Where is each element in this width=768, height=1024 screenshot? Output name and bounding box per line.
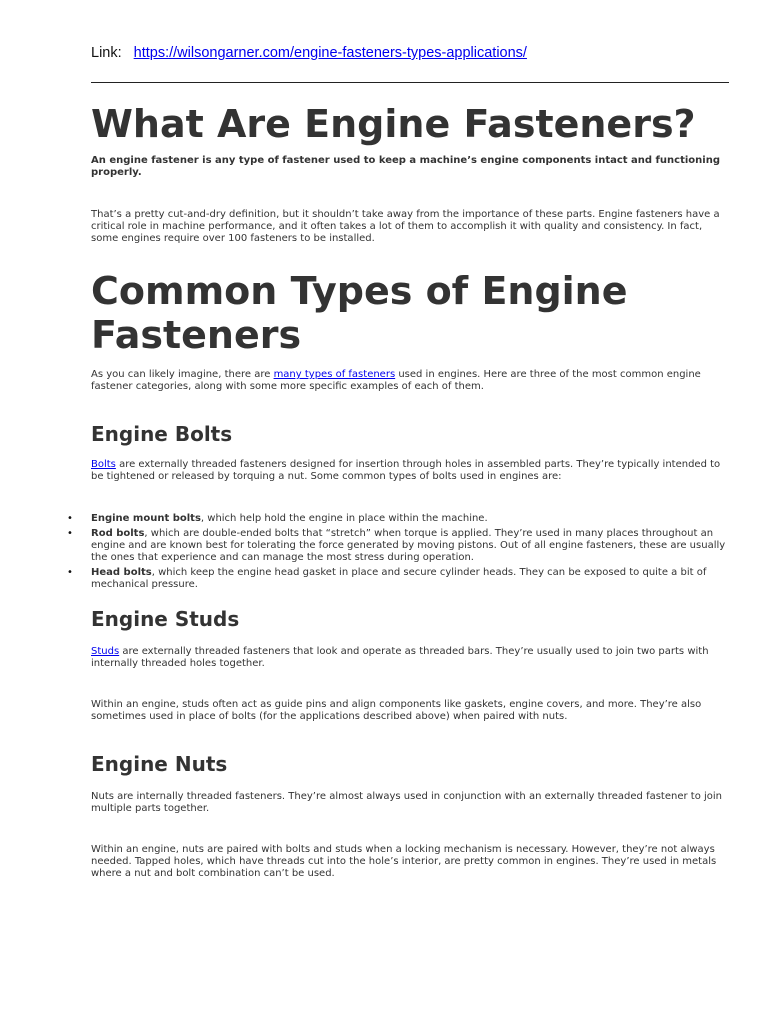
studs-link[interactable]: Studs (91, 646, 120, 657)
studs-paragraph: Within an engine, studs often act as guide pins and align components like gaskets, engine covers, and more. They’re also sometimes used in place of bolts (for the applications described above) when paired with nuts. (91, 699, 702, 722)
studs-intro (91, 646, 731, 670)
intro-text-after: used in engines. Here are three of the most common engine fastener categories, along with some more specific examples of each of them. (91, 369, 701, 392)
list-item-term: Head bolts (91, 567, 152, 578)
nuts-paragraph-1: Nuts are internally threaded fasteners. They’re almost always used in conjunction with an externally threaded fastener to join multiple parts together. (91, 791, 723, 814)
definition-paragraph: That’s a pretty cut-and-dry definition, but it shouldn’t take away from the importance of these parts. Engine fasteners have a critical role in machine performance, and it often takes a lot of them to accomplish it with quality and consistency. In fact, some engines require over 100 fasteners to be installed. (91, 209, 720, 244)
list-item (67, 513, 731, 525)
studs-intro-text: are externally threaded fasteners that look and operate as threaded bars. They’re usually used to join two parts with internally threaded holes together. (91, 646, 709, 669)
heading-what-are-engine-fasteners: What Are Engine Fasteners? (91, 102, 696, 146)
lead-paragraph: An engine fastener is any type of fastener used to keep a machine’s engine components intact and functioning properly. (91, 155, 720, 178)
intro-text-before: As you can likely imagine, there are (91, 369, 274, 380)
source-link-line (91, 45, 527, 61)
bullet-icon: • (67, 513, 73, 524)
nuts-paragraph-2: Within an engine, nuts are paired with bolts and studs when a locking mechanism is necessary. However, they’re not always needed. Tapped holes, which have threads cut into the hole’s interior, are pretty common in engines. They’re used in metals where a nut and bolt combination can’t be used. (91, 844, 717, 879)
list-item (67, 567, 731, 591)
common-types-intro (91, 369, 731, 393)
heading-common-types: Common Types of Engine Fasteners (91, 269, 628, 357)
heading-engine-bolts: Engine Bolts (91, 422, 233, 446)
heading-engine-studs: Engine Studs (91, 607, 240, 631)
list-item-desc: , which are double-ended bolts that “stretch” when torque is applied. They’re used in many places throughout an engine and are known best for tolerating the force generated by moving pistons. Out of all engine fasteners, these are usually the ones that experience and can manage the most stress during operation. (91, 528, 726, 563)
list-item (67, 528, 731, 564)
list-item-desc: , which help hold the engine in place within the machine. (200, 513, 488, 524)
bolts-intro-text: are externally threaded fasteners designed for insertion through holes in assembled parts. They’re typically intended to be tightened or released by torquing a nut. Some common types of bolts used in engines are: (91, 459, 721, 482)
many-types-of-fasteners-link[interactable]: many types of fasteners (273, 369, 396, 380)
bolts-intro (91, 459, 731, 483)
horizontal-rule (91, 82, 729, 83)
list-item-term: Engine mount bolts (91, 513, 201, 524)
list-item-desc: , which keep the engine head gasket in place and secure cylinder heads. They can be exposed to quite a bit of mechanical pressure. (91, 567, 707, 590)
heading-engine-nuts: Engine Nuts (91, 752, 228, 776)
bullet-icon: • (67, 528, 73, 539)
list-item-term: Rod bolts (91, 528, 145, 539)
bolt-types-list (67, 513, 731, 591)
source-url-link[interactable]: https://wilsongarner.com/engine-fasteners-types-applications/ (133, 45, 527, 61)
article-body (67, 96, 731, 880)
bullet-icon: • (67, 567, 73, 578)
link-label: Link: (91, 45, 122, 61)
bolts-link[interactable]: Bolts (91, 459, 116, 470)
